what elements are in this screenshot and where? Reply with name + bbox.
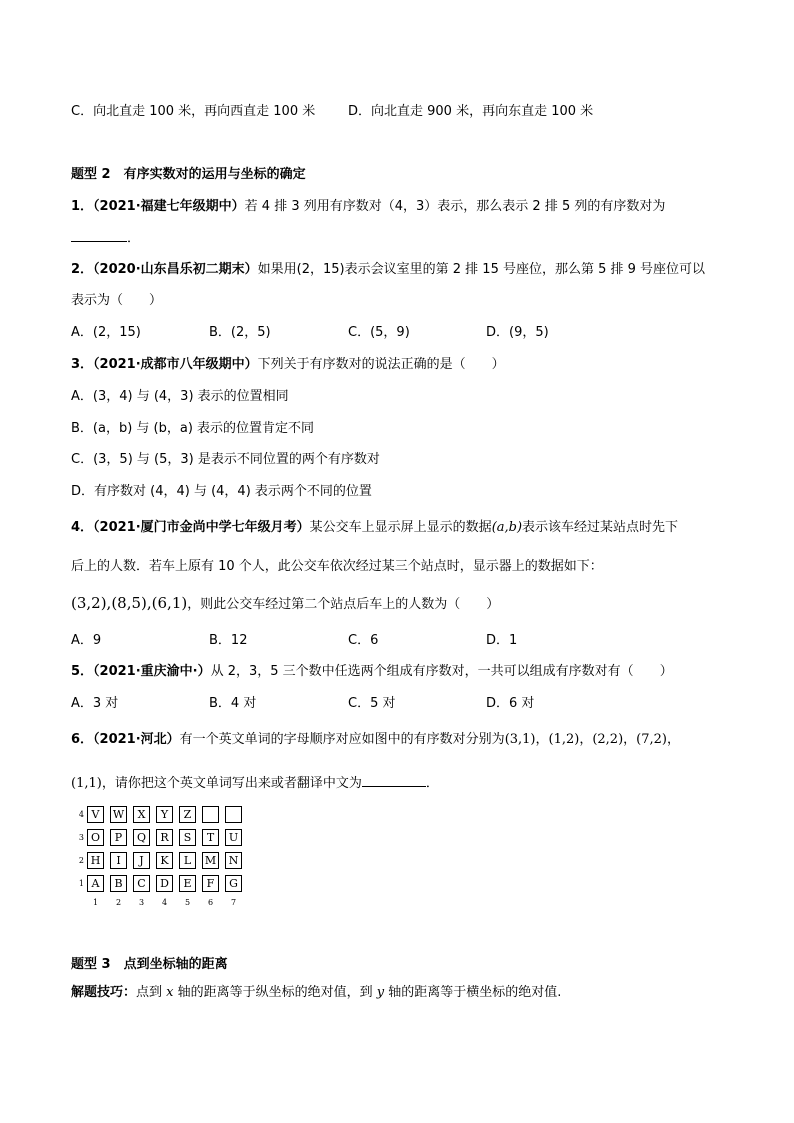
grid-cell: R xyxy=(156,829,173,846)
answer-blank xyxy=(362,774,426,787)
row-label: 3 xyxy=(78,833,84,842)
option-d: D．6 对 xyxy=(486,696,535,711)
grid-cell: E xyxy=(179,875,196,892)
question-source: （2021·厦门市金尚中学七年级月考） xyxy=(93,520,310,535)
grid-cell: N xyxy=(225,852,242,869)
grid-cell: P xyxy=(110,829,127,846)
grid-cell: Y xyxy=(156,806,173,823)
column-label: 2 xyxy=(115,898,122,907)
option-b: B．12 xyxy=(209,633,248,648)
option-b: B．4 对 xyxy=(209,696,257,711)
question-text: ． xyxy=(127,231,141,246)
grid-cell: L xyxy=(179,852,196,869)
grid-cell: M xyxy=(202,852,219,869)
grid-cell: Q xyxy=(133,829,150,846)
math-pair: (1,1) xyxy=(71,776,102,791)
grid-cell: U xyxy=(225,829,242,846)
question-text: 有一个英文单词的字母顺序对应如图中的有序数对分别为 xyxy=(179,732,505,747)
answer-blank xyxy=(71,229,127,242)
option-d: D．向北直走 900 米，再向东直走 100 米 xyxy=(348,104,594,119)
section-2-title: 题型 2 有序实数对的运用与坐标的确定 xyxy=(71,167,306,182)
option-a: A．(3，4) 与 (4，3) 表示的位置相同 xyxy=(71,389,289,404)
section-3-title: 题型 3 点到坐标轴的距离 xyxy=(71,957,228,972)
question-source: （2021·成都市八年级期中） xyxy=(93,357,258,372)
column-label: 6 xyxy=(207,898,214,907)
tip-text: 轴的距离等于纵坐标的绝对值，到 xyxy=(173,985,377,1000)
option-a: A．3 对 xyxy=(71,696,119,711)
grid-cell: B xyxy=(110,875,127,892)
grid-cell: G xyxy=(225,875,242,892)
tip-text: 点到 xyxy=(136,985,167,1000)
grid-cell: S xyxy=(179,829,196,846)
question-number: 4． xyxy=(71,520,94,535)
math-pairs: (3,1)，(1,2)，(2,2)，(7,2)， xyxy=(504,732,680,747)
row-label: 2 xyxy=(78,856,84,865)
question-source: （2021·河北） xyxy=(93,732,180,747)
question-4-line3 xyxy=(71,594,499,614)
option-a: A．(2，15) xyxy=(71,325,141,340)
question-text: ，请你把这个英文单词写出来或者翻译中文为 xyxy=(101,776,362,791)
grid-cell xyxy=(225,806,242,823)
grid-cell: T xyxy=(202,829,219,846)
question-source: （2021·重庆渝中·） xyxy=(93,664,211,679)
option-d: D．(9，5) xyxy=(486,325,549,340)
option-a: A．9 xyxy=(71,633,102,648)
grid-cell: A xyxy=(87,875,104,892)
solving-tip xyxy=(71,984,561,1002)
letter-grid-figure xyxy=(76,806,276,910)
math-pairs: (3,2),(8,5),(6,1) xyxy=(71,594,188,612)
question-6-line2 xyxy=(71,774,439,793)
grid-cell: O xyxy=(87,829,104,846)
grid-cell: V xyxy=(87,806,104,823)
question-number: 5． xyxy=(71,664,94,679)
grid-cell: J xyxy=(133,852,150,869)
grid-cell: C xyxy=(133,875,150,892)
question-2-line2: 表示为（ ） xyxy=(71,293,163,308)
question-text: 若 4 排 3 列用有序数对（4，3）表示，那么表示 2 排 5 列的有序数对为 xyxy=(244,199,666,214)
option-b: B．(a，b) 与 (b，a) 表示的位置肯定不同 xyxy=(71,421,315,436)
grid-cell: H xyxy=(87,852,104,869)
question-3 xyxy=(71,356,505,374)
question-text: ． xyxy=(425,776,439,791)
column-label: 1 xyxy=(92,898,99,907)
y-variable: y xyxy=(376,985,385,1000)
question-source: （2021·福建七年级期中） xyxy=(93,199,245,214)
question-text: 下列关于有序数对的说法正确的是（ ） xyxy=(257,357,505,372)
grid-cell xyxy=(202,806,219,823)
question-text: 某公交车上显示屏上显示的数据 xyxy=(309,520,492,535)
question-source: （2020·山东昌乐初二期末） xyxy=(93,262,258,277)
option-c: C．(5，9) xyxy=(348,325,410,340)
grid-cell: I xyxy=(110,852,127,869)
tip-label: 解题技巧： xyxy=(71,985,137,1000)
question-text: 如果用(2，15)表示会议室里的第 2 排 15 号座位，那么第 5 排 9 号座位可以 xyxy=(257,262,706,277)
grid-cell: W xyxy=(110,806,127,823)
question-number: 1． xyxy=(71,199,94,214)
question-1 xyxy=(71,198,665,216)
grid-cell: F xyxy=(202,875,219,892)
question-1-line2 xyxy=(71,229,140,248)
question-2 xyxy=(71,261,705,279)
question-5 xyxy=(71,663,673,681)
question-text: 从 2，3，5 三个数中任选两个组成有序数对，一共可以组成有序数对有（ ） xyxy=(210,664,673,679)
question-number: 3． xyxy=(71,357,94,372)
option-c: C．(3，5) 与 (5，3) 是表示不同位置的两个有序数对 xyxy=(71,452,380,467)
column-label: 3 xyxy=(138,898,145,907)
question-4-line2: 后上的人数．若车上原有 10 个人，此公交车依次经过某三个站点时，显示器上的数据如下： xyxy=(71,559,603,574)
column-label: 7 xyxy=(230,898,237,907)
option-c: C．5 对 xyxy=(348,696,396,711)
grid-cell: X xyxy=(133,806,150,823)
grid-cell: K xyxy=(156,852,173,869)
option-c: C．6 xyxy=(348,633,379,648)
x-variable: x xyxy=(166,985,174,1000)
question-4 xyxy=(71,519,678,537)
option-d: D．有序数对 (4，4) 与 (4，4) 表示两个不同的位置 xyxy=(71,484,372,499)
option-c: C．向北直走 100 米，再向西直走 100 米 xyxy=(71,104,316,119)
option-b: B．(2，5) xyxy=(209,325,271,340)
row-label: 1 xyxy=(78,879,84,888)
grid-cell: Z xyxy=(179,806,196,823)
question-text: 表示该车经过某站点时先下 xyxy=(522,520,679,535)
question-6 xyxy=(71,731,680,749)
option-d: D．1 xyxy=(486,633,518,648)
math-pair: (a,b) xyxy=(491,520,523,535)
tip-text: 轴的距离等于横坐标的绝对值. xyxy=(384,985,562,1000)
column-label: 4 xyxy=(161,898,168,907)
grid-cell: D xyxy=(156,875,173,892)
row-label: 4 xyxy=(78,810,84,819)
question-number: 6． xyxy=(71,732,94,747)
question-text: ，则此公交车经过第二个站点后车上的人数为（ ） xyxy=(187,597,500,612)
column-label: 5 xyxy=(184,898,191,907)
question-number: 2． xyxy=(71,262,94,277)
